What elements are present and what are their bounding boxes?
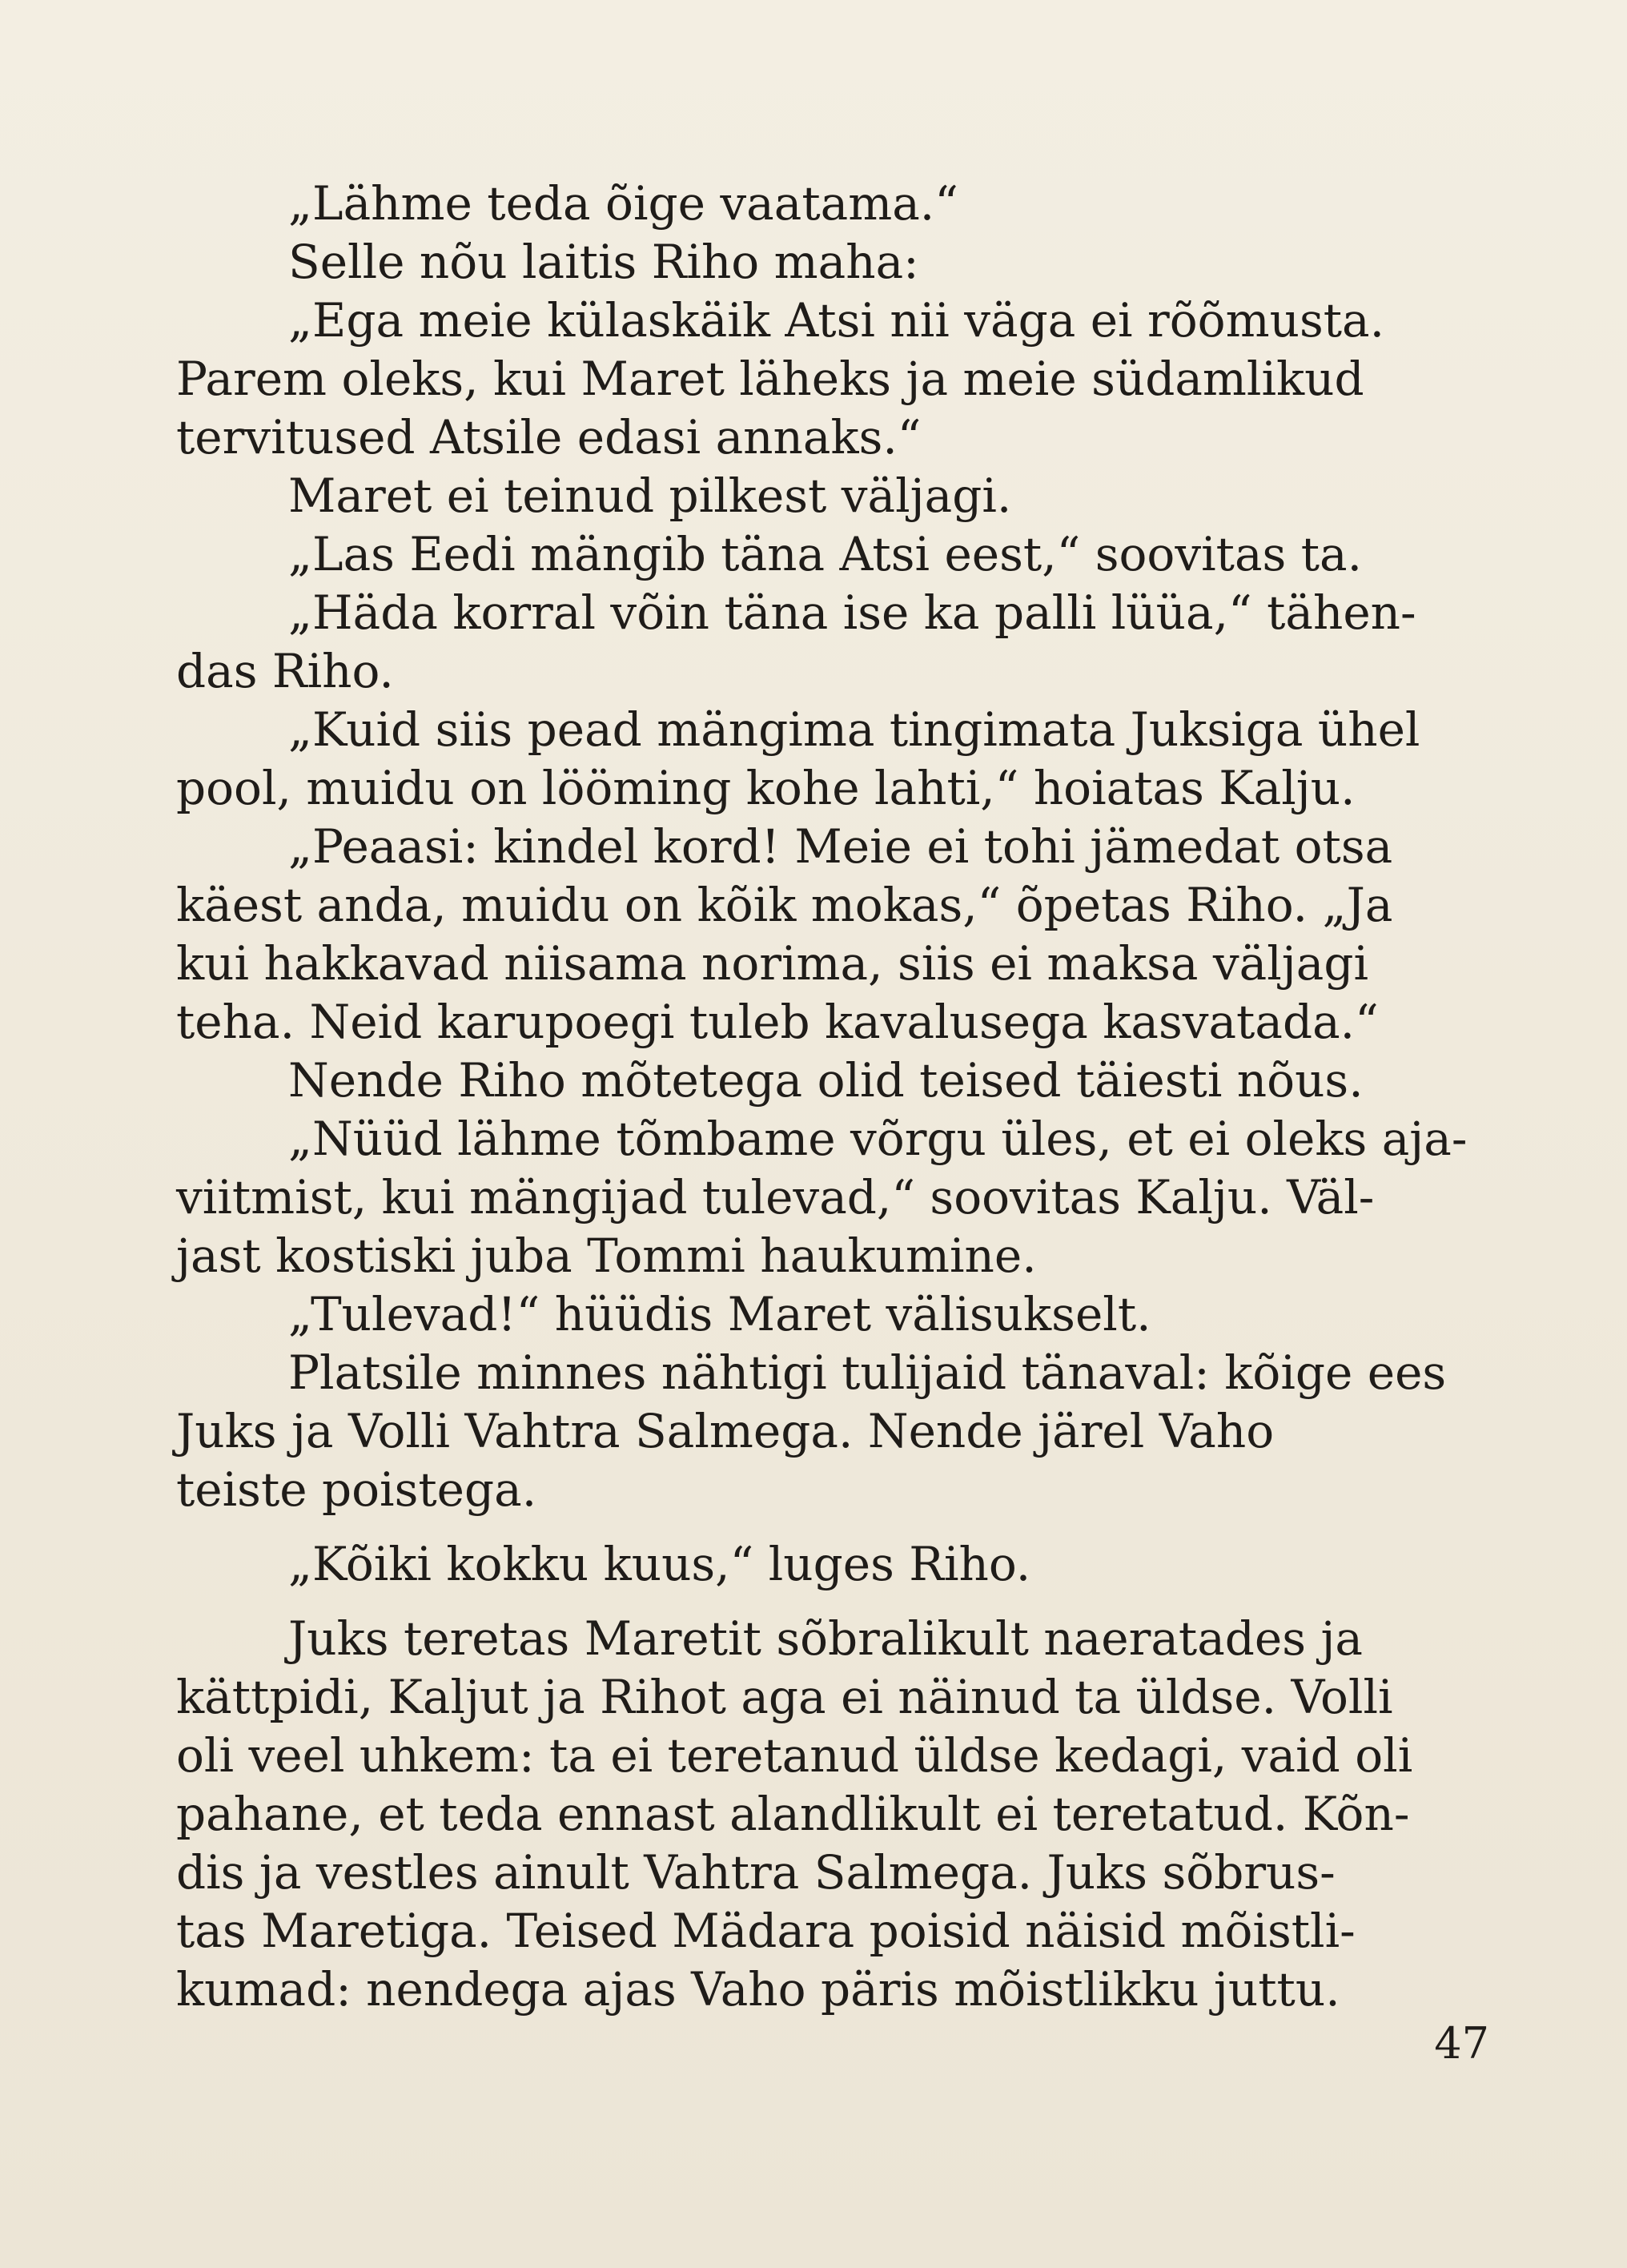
text-line: teha. Neid karupoegi tuleb kavalusega kasvatada.“ bbox=[176, 995, 1379, 1049]
text-line: pahane, et teda ennast alandlikult ei teretatud. Kõn- bbox=[176, 1787, 1410, 1841]
text-line: tervitused Atsile edasi annaks.“ bbox=[176, 410, 922, 464]
text-line: jast kostiski juba Tommi haukumine. bbox=[176, 1228, 1037, 1283]
text-line: Juks ja Volli Vahtra Salmega. Nende järel Vaho bbox=[176, 1404, 1275, 1458]
text-line: „Lähme teda õige vaatama.“ bbox=[288, 176, 958, 231]
page-text bbox=[176, 175, 1489, 2019]
text-line: „Nüüd lähme tõmbame võrgu üles, et ei oleks aja- bbox=[288, 1112, 1468, 1166]
text-line: Platsile minnes nähtigi tulijaid tänaval: kõige ees bbox=[288, 1345, 1447, 1400]
text-line: Parem oleks, kui Maret läheks ja meie südamlikud bbox=[176, 352, 1364, 406]
text-line: „Kõiki kokku kuus,“ luges Riho. bbox=[288, 1537, 1031, 1591]
text-line: kumad: nendega ajas Vaho päris mõistlikku juttu. bbox=[176, 1962, 1340, 2017]
text-line: Selle nõu laitis Riho maha: bbox=[288, 235, 919, 289]
page-number: 47 bbox=[1434, 2018, 1489, 2069]
text-line: Maret ei teinud pilkest väljagi. bbox=[288, 468, 1012, 523]
text-line: „Tulevad!“ hüüdis Maret välisukselt. bbox=[288, 1287, 1151, 1341]
text-line: „Peaasi: kindel kord! Meie ei tohi jämedat otsa bbox=[288, 819, 1393, 874]
text-line: viitmist, kui mängijad tulevad,“ soovitas Kalju. Väl- bbox=[176, 1170, 1375, 1224]
text-line: oli veel uhkem: ta ei teretanud üldse kedagi, vaid oli bbox=[176, 1728, 1413, 1783]
text-line: pool, muidu on lööming kohe lahti,“ hoiatas Kalju. bbox=[176, 761, 1356, 815]
text-line: teiste poistega. bbox=[176, 1462, 537, 1517]
text-line: kättpidi, Kaljut ja Rihot aga ei näinud ta üldse. Volli bbox=[176, 1670, 1393, 1724]
text-line: „Häda korral võin täna ise ka palli lüüa,“ tähen- bbox=[288, 585, 1416, 640]
text-line: Juks teretas Maretit sõbralikult naeratades ja bbox=[288, 1611, 1364, 1666]
text-line: „Las Eedi mängib täna Atsi eest,“ soovitas ta. bbox=[288, 527, 1363, 581]
text-line: kui hakkavad niisama norima, siis ei maksa väljagi bbox=[176, 936, 1369, 991]
text-line: tas Maretiga. Teised Mädara poisid näisid mõistli- bbox=[176, 1904, 1356, 1958]
text-line: „Kuid siis pead mängima tingimata Juksiga ühel bbox=[288, 702, 1420, 757]
text-line: das Riho. bbox=[176, 644, 394, 698]
text-line: Nende Riho mõtetega olid teised täiesti nõus. bbox=[288, 1053, 1364, 1108]
text-line: käest anda, muidu on kõik mokas,“ õpetas Riho. „Ja bbox=[176, 878, 1393, 932]
text-line: dis ja vestles ainult Vahtra Salmega. Juks sõbrus- bbox=[176, 1845, 1336, 1900]
text-line: „Ega meie külaskäik Atsi nii väga ei rõõmusta. bbox=[288, 293, 1385, 348]
